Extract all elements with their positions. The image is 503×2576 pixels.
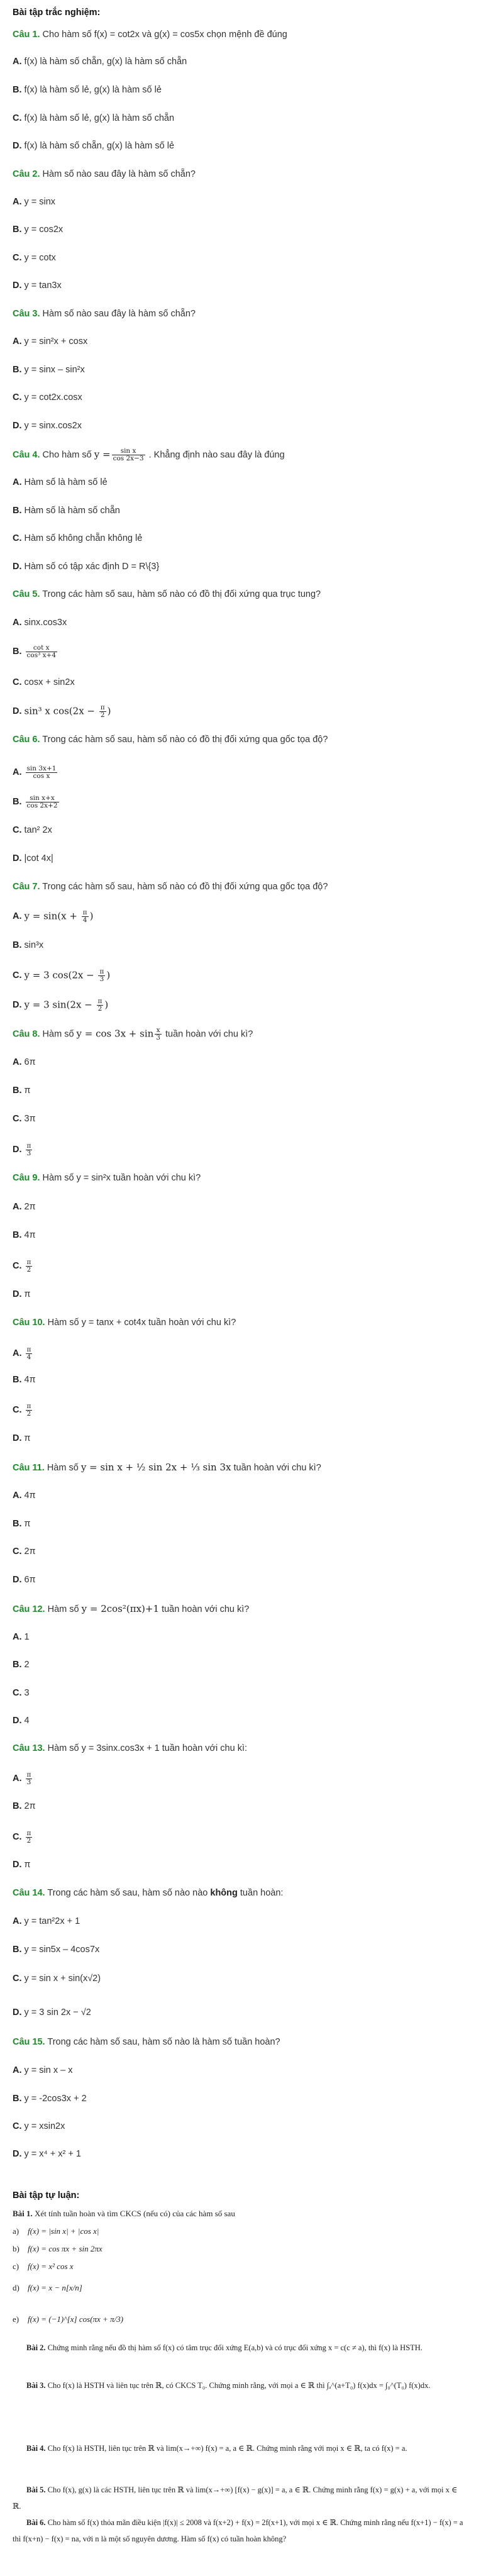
option-text: y = sin x – x — [24, 2065, 73, 2075]
option-text: f(x) là hàm số chẵn, g(x) là hàm số lẻ — [24, 141, 175, 151]
question-10 — [13, 1316, 236, 1329]
option-letter: A. — [13, 477, 22, 487]
question-number: Câu 7. — [13, 882, 40, 892]
option-text: 2π — [24, 1801, 36, 1811]
answer-option-a[interactable] — [13, 2064, 72, 2077]
question-formula-fraction — [155, 1027, 162, 1041]
answer-option-d[interactable] — [13, 2006, 91, 2019]
question-text: Hàm số y = sin²x tuần hoàn với chu kì? — [42, 1173, 201, 1183]
option-letter: A. — [13, 1774, 22, 1784]
question-number: Câu 13. — [13, 1743, 45, 1753]
option-formula-before: y = 3 sin(2x − — [24, 999, 96, 1011]
answer-option-a[interactable] — [13, 616, 67, 629]
option-text: f(x) là hàm số chẵn, g(x) là hàm số chẵn — [24, 57, 187, 67]
option-letter: B. — [13, 365, 22, 375]
option-letter: D. — [13, 2007, 22, 2018]
option-letter: B. — [13, 1230, 22, 1240]
essay-item-e: e) f(x) = (−1)^[x] cos(πx + π/3) — [13, 2314, 124, 2324]
answer-option-c[interactable] — [13, 1687, 30, 1699]
answer-option-d[interactable] — [13, 1143, 33, 1157]
question-text-after: tuần hoàn với chu kì? — [165, 1029, 253, 1040]
option-letter: B. — [13, 940, 22, 950]
option-letter: B. — [13, 2094, 22, 2104]
option-text: f(x) là hàm số lẻ, g(x) là hàm số lẻ — [24, 85, 162, 95]
question-text: Trong các hàm số sau, hàm số nào có đồ thị đối xứng qua trục tung? — [42, 589, 321, 599]
question-formula: y = sin x + ½ sin 2x + ⅓ sin 3x — [80, 1462, 231, 1473]
fraction — [26, 1143, 33, 1157]
option-text: π — [24, 1433, 31, 1443]
question-3 — [13, 308, 196, 320]
option-text: π — [24, 1289, 31, 1299]
option-text: 4π — [24, 1375, 36, 1385]
answer-option-c[interactable] — [13, 391, 82, 404]
option-text: 2 — [24, 1660, 30, 1670]
option-text: π — [24, 1085, 31, 1096]
option-letter: B. — [13, 85, 22, 95]
option-text: sinx.cos3x — [24, 618, 67, 628]
fraction — [26, 1346, 33, 1361]
option-letter: C. — [13, 825, 22, 835]
question-14 — [13, 1887, 283, 1899]
option-text: π — [24, 1519, 31, 1529]
answer-option-b[interactable] — [13, 223, 63, 236]
option-letter: A. — [13, 767, 22, 778]
question-5 — [13, 588, 321, 601]
question-1 — [13, 28, 287, 41]
question-text-before: Hàm số — [47, 1463, 79, 1473]
option-letter: D. — [13, 141, 22, 151]
answer-option-d[interactable] — [13, 1714, 30, 1727]
question-2 — [13, 168, 196, 180]
option-letter: B. — [13, 797, 22, 808]
fraction-denominator: 2 — [100, 711, 105, 719]
question-text: Hàm số nào sau đây là hàm số chẵn? — [42, 309, 196, 319]
option-text: 4π — [24, 1491, 36, 1501]
option-letter: C. — [13, 1546, 22, 1557]
option-text: y = sinx – sin²x — [24, 365, 85, 375]
fraction-denominator: 3 — [26, 1150, 31, 1157]
answer-option-a[interactable] — [13, 1056, 36, 1069]
option-text: 6π — [24, 1575, 36, 1585]
question-12 — [13, 1602, 249, 1616]
question-text-after: tuần hoàn: — [240, 1888, 284, 1898]
essay-bai-1: Bài 1. Xét tính tuần hoàn và tìm CKCS (nếu có) của các hàm số sau — [13, 2209, 235, 2218]
fraction-numerator: π — [26, 1142, 31, 1150]
option-text: Hàm số là hàm số chẵn — [24, 506, 120, 516]
fraction-denominator: 3 — [26, 1779, 31, 1786]
option-letter: B. — [13, 1085, 22, 1096]
fraction-denominator: cos³ x+4 — [26, 652, 57, 659]
option-letter: A. — [13, 1916, 22, 1926]
question-number: Câu 14. — [13, 1888, 45, 1898]
answer-option-c[interactable] — [13, 824, 52, 836]
answer-option-b[interactable] — [13, 1800, 36, 1813]
option-text: y = tan²2x + 1 — [24, 1916, 80, 1926]
answer-option-c[interactable] — [13, 532, 142, 545]
fraction — [26, 1772, 33, 1786]
option-letter: C. — [13, 253, 22, 263]
option-letter: C. — [13, 392, 22, 402]
answer-option-d[interactable] — [13, 279, 62, 292]
answer-option-b[interactable] — [13, 795, 60, 809]
answer-option-a[interactable] — [13, 335, 87, 348]
question-text: Trong các hàm số sau, hàm số nào có đồ thị đối xứng qua gốc tọa độ? — [42, 882, 328, 892]
answer-option-c[interactable] — [13, 969, 110, 983]
answer-option-b[interactable] — [13, 2092, 87, 2105]
fraction-numerator: π — [82, 909, 87, 916]
option-text: Hàm số có tập xác định D = R\{3} — [24, 562, 160, 572]
option-letter: A. — [13, 1202, 22, 1212]
fraction — [26, 1830, 33, 1845]
answer-option-c[interactable] — [13, 252, 56, 264]
answer-option-d[interactable] — [13, 140, 174, 152]
option-letter: A. — [13, 1057, 22, 1067]
answer-option-d[interactable] — [13, 998, 108, 1013]
option-letter: C. — [13, 533, 22, 543]
option-letter: C. — [13, 1974, 22, 1984]
option-letter: C. — [13, 1832, 22, 1843]
essay-bai-6: Bài 6. Cho hàm số f(x) thỏa mãn điều kiện |f(x)| ≤ 2008 và f(x+2) + f(x) = 2f(x+1), với mọi x ∈ ℝ. Chứng minh rằng nếu f(x+1) − f(x) = a thì f(x+n) − f(x) = na, với n là một số nguyên dương. Hàm số f(x) có tuần hoàn không? — [13, 2518, 463, 2543]
question-formula-fraction — [112, 448, 145, 462]
option-text: y = sin x + sin(x√2) — [24, 1974, 101, 1984]
fraction-denominator: 2 — [26, 1410, 31, 1418]
essay-item-b: b) f(x) = cos πx + sin 2πx — [13, 2244, 102, 2253]
fraction-denominator: cos 2x+2 — [26, 802, 58, 809]
question-number: Câu 5. — [13, 589, 40, 599]
option-letter: A. — [13, 1491, 22, 1501]
option-letter: A. — [13, 2065, 22, 2075]
answer-option-c[interactable] — [13, 1972, 101, 1985]
question-text-before: Trong các hàm số sau, hàm số nào nào — [47, 1888, 208, 1898]
option-text: Hàm số là hàm số lẻ — [24, 477, 108, 487]
essay-item-d: d) f(x) = x − n[x/n] — [13, 2283, 82, 2292]
option-letter: D. — [13, 1433, 22, 1443]
answer-option-a[interactable] — [13, 476, 108, 489]
fraction-numerator: π — [26, 1771, 31, 1779]
option-letter: B. — [13, 1375, 22, 1385]
essay-bai-2: Bài 2. Chứng minh rằng nếu đồ thị hàm số f(x) có tâm trục đối xứng E(a,b) và có trục đối xứng x = c(c ≠ a), thì f(x) là HSTH. — [26, 2343, 423, 2352]
fraction-numerator: π — [97, 997, 102, 1005]
essay-bai-5: Bài 5. Cho f(x), g(x) là các HSTH, liên tục trên ℝ và lim(x→+∞) [f(x) − g(x)] = a, a ∈ ℝ. Chứng minh rằng f(x) = g(x) + a, với mọi x ∈ ℝ. — [13, 2485, 458, 2511]
option-letter: C. — [13, 970, 22, 981]
option-text: y = sin5x – 4cos7x — [24, 1945, 100, 1955]
option-letter: A. — [13, 618, 22, 628]
question-text-before: Hàm số — [47, 1604, 79, 1614]
answer-option-a[interactable] — [13, 1346, 33, 1361]
fraction-denominator: 3 — [156, 1034, 160, 1041]
fraction-numerator: π — [26, 1829, 31, 1837]
fraction — [26, 795, 59, 809]
option-text: π — [24, 1860, 31, 1870]
fraction-numerator: sin 3x+1 — [26, 765, 57, 772]
option-letter: C. — [13, 1688, 22, 1698]
question-9 — [13, 1172, 201, 1184]
option-letter: B. — [13, 506, 22, 516]
answer-option-b[interactable] — [13, 1518, 31, 1530]
fraction — [26, 765, 58, 780]
option-text: cosx + sin2x — [24, 677, 75, 687]
essay-item-c: c) f(x) = x² cos x — [13, 2262, 74, 2271]
answer-option-d[interactable] — [13, 852, 53, 865]
option-text: f(x) là hàm số lẻ, g(x) là hàm số chẵn — [24, 113, 175, 123]
answer-option-b[interactable] — [13, 1943, 99, 1956]
option-letter: C. — [13, 677, 22, 687]
option-text: 3 — [24, 1688, 30, 1698]
option-text: 6π — [24, 1057, 36, 1067]
answer-option-b[interactable] — [13, 504, 120, 517]
option-text: 4π — [24, 1230, 36, 1240]
answer-option-b[interactable] — [13, 1374, 36, 1386]
fraction-numerator: x — [155, 1027, 162, 1035]
option-text: y = tan3x — [24, 280, 62, 291]
fraction — [26, 645, 58, 659]
question-text: Trong các hàm số sau, hàm số nào là hàm số tuần hoàn? — [47, 2037, 280, 2047]
question-8 — [13, 1027, 253, 1041]
question-number: Câu 2. — [13, 169, 40, 179]
answer-option-b[interactable] — [13, 1658, 30, 1671]
question-text-after: tuần hoàn với chu kì? — [162, 1604, 250, 1614]
fraction — [99, 704, 106, 719]
answer-option-a[interactable] — [13, 1915, 80, 1928]
option-letter: B. — [13, 1660, 22, 1670]
option-letter: D. — [13, 1000, 22, 1011]
question-text: Hàm số nào sau đây là hàm số chẵn? — [42, 169, 196, 179]
fraction — [98, 969, 105, 983]
option-letter: D. — [13, 1716, 22, 1726]
question-formula-lhs: y = cos 3x + sin — [76, 1028, 154, 1040]
question-text: Trong các hàm số sau, hàm số nào có đồ thị đối xứng qua gốc tọa độ? — [42, 735, 328, 745]
option-letter: D. — [13, 706, 22, 717]
question-emphasis: không — [210, 1888, 238, 1898]
answer-option-d[interactable] — [13, 704, 111, 719]
essay-item-a: a) f(x) = |sin x| + |cos x| — [13, 2226, 99, 2236]
answer-option-d[interactable] — [13, 560, 159, 573]
option-letter: B. — [13, 647, 22, 657]
fraction-denominator: 4 — [26, 1353, 31, 1361]
option-letter: D. — [13, 280, 22, 291]
answer-option-d[interactable] — [13, 1574, 36, 1586]
answer-option-c[interactable] — [13, 1259, 33, 1274]
answer-option-b[interactable] — [13, 1229, 36, 1241]
option-letter: D. — [13, 2149, 22, 2159]
fraction-numerator: π — [26, 1402, 31, 1410]
option-formula-after: ) — [106, 969, 111, 981]
option-letter: A. — [13, 1632, 22, 1642]
option-formula-before: y = sin(x + — [24, 910, 80, 922]
option-text: tan² 2x — [24, 825, 52, 835]
option-letter: A. — [13, 1348, 22, 1359]
question-text-after: tuần hoàn với chu kì? — [233, 1463, 321, 1473]
answer-option-d[interactable] — [13, 2148, 81, 2160]
option-letter: D. — [13, 1145, 22, 1155]
option-text: 4 — [24, 1716, 30, 1726]
answer-option-a[interactable] — [13, 909, 93, 924]
option-letter: D. — [13, 421, 22, 431]
option-letter: B. — [13, 1945, 22, 1955]
question-number: Câu 10. — [13, 1318, 45, 1328]
option-text: y = sinx — [24, 197, 56, 207]
option-letter: D. — [13, 853, 22, 863]
fraction-denominator: cos 2x−3 — [113, 455, 144, 462]
option-text: y = cotx — [24, 253, 56, 263]
answer-option-a[interactable] — [13, 1489, 36, 1502]
answer-option-c[interactable] — [13, 1113, 36, 1125]
question-number: Câu 8. — [13, 1029, 40, 1040]
answer-option-c[interactable] — [13, 2120, 65, 2133]
option-letter: B. — [13, 225, 22, 235]
question-text-after: . Khẳng định nào sau đây là đúng — [148, 450, 285, 460]
question-number: Câu 9. — [13, 1173, 40, 1183]
fraction-denominator: 2 — [97, 1005, 102, 1013]
question-6 — [13, 733, 328, 746]
answer-option-c[interactable] — [13, 1830, 33, 1845]
option-formula-before: sin³ x cos(2x − — [24, 705, 98, 717]
option-text: y = xsin2x — [24, 2121, 65, 2131]
option-formula-after: ) — [104, 999, 109, 1011]
answer-option-c[interactable] — [13, 112, 174, 125]
question-text: Cho hàm số f(x) = cot2x và g(x) = cos5x chọn mệnh đề đúng — [42, 30, 287, 40]
option-formula-before: y = 3 cos(2x − — [24, 969, 97, 981]
fraction-denominator: 2 — [26, 1266, 31, 1274]
option-text: |cot 4x| — [24, 853, 53, 863]
option-text: 1 — [24, 1632, 30, 1642]
question-number: Câu 6. — [13, 735, 40, 745]
option-formula-after: ) — [89, 910, 94, 922]
question-number: Câu 3. — [13, 309, 40, 319]
option-text: y = cot2x.cosx — [24, 392, 82, 402]
option-letter: D. — [13, 1289, 22, 1299]
option-letter: A. — [13, 336, 22, 347]
option-letter: C. — [13, 1405, 22, 1416]
option-letter: C. — [13, 2121, 22, 2131]
question-text-before: Cho hàm số — [42, 450, 92, 460]
fraction-denominator: cos x — [33, 772, 50, 780]
option-text: y = sinx.cos2x — [24, 421, 82, 431]
question-number: Câu 15. — [13, 2037, 45, 2047]
option-letter: B. — [13, 1519, 22, 1529]
fraction-numerator: cot x — [26, 645, 58, 652]
fraction-numerator: sin x+x — [26, 795, 59, 802]
question-text: Hàm số y = tanx + cot4x tuần hoàn với chu kì? — [47, 1318, 236, 1328]
option-letter: A. — [13, 57, 22, 67]
answer-option-b[interactable] — [13, 84, 162, 96]
fraction-numerator: sin x — [112, 448, 145, 455]
fraction-numerator: π — [26, 1258, 31, 1266]
question-number: Câu 12. — [13, 1604, 45, 1614]
answer-option-d[interactable] — [13, 1858, 31, 1871]
option-text: y = -2cos3x + 2 — [24, 2094, 87, 2104]
fraction-denominator: 3 — [99, 975, 104, 983]
option-text: y = cos2x — [24, 225, 64, 235]
question-15 — [13, 2036, 280, 2048]
option-letter: C. — [13, 113, 22, 123]
question-11 — [13, 1461, 321, 1474]
answer-option-a[interactable] — [13, 765, 58, 780]
answer-option-a[interactable] — [13, 1631, 30, 1643]
fraction — [26, 1259, 33, 1274]
option-letter: D. — [13, 1860, 22, 1870]
option-text: sin³x — [24, 940, 44, 950]
answer-option-a[interactable] — [13, 196, 55, 208]
question-formula-lhs: y = — [94, 448, 111, 460]
fraction-numerator: π — [99, 968, 104, 975]
fraction — [26, 1403, 33, 1418]
fraction-denominator: 4 — [82, 916, 87, 924]
question-4 — [13, 448, 285, 462]
option-text: Hàm số không chẵn không lẻ — [24, 533, 143, 543]
question-number: Câu 4. — [13, 450, 40, 460]
fraction — [82, 909, 89, 924]
answer-option-d[interactable] — [13, 419, 82, 432]
option-text: 3π — [24, 1114, 36, 1124]
option-letter: D. — [13, 562, 22, 572]
essay-bai-3: Bài 3. Cho f(x) là HSTH và liên tục trên ℝ, có CKCS T₀. Chứng minh rằng, với mọi a ∈ ℝ thì ∫ₐ^(a+T₀) f(x)dx = ∫₀^(T₀) f(x)dx. — [26, 2381, 431, 2390]
option-letter: A. — [13, 197, 22, 207]
fraction-numerator: π — [26, 1346, 31, 1353]
section-title-multiple-choice: Bài tập trắc nghiệm: — [13, 8, 101, 18]
question-7 — [13, 880, 328, 893]
fraction — [97, 998, 104, 1013]
question-text-before: Hàm số — [42, 1029, 74, 1040]
option-text: 2π — [24, 1202, 36, 1212]
question-formula: y = 2cos²(πx)+1 — [81, 1603, 160, 1614]
answer-option-c[interactable] — [13, 676, 75, 689]
option-letter: A. — [13, 911, 22, 922]
option-letter: B. — [13, 1801, 22, 1811]
question-number: Câu 11. — [13, 1463, 45, 1473]
fraction-numerator: π — [100, 704, 105, 711]
answer-option-b[interactable] — [13, 939, 43, 952]
option-formula-after: ) — [107, 705, 111, 717]
answer-option-c[interactable] — [13, 1403, 33, 1418]
option-text: 2π — [24, 1546, 36, 1557]
option-text: y = x⁴ + x² + 1 — [24, 2149, 81, 2159]
answer-option-a[interactable] — [13, 55, 187, 68]
option-text: y = 3 sin 2x − √2 — [24, 2007, 91, 2018]
answer-option-a[interactable] — [13, 1201, 36, 1213]
question-text: Hàm số y = 3sinx.cos3x + 1 tuần hoàn với chu kì: — [47, 1743, 248, 1753]
option-letter: C. — [13, 1261, 22, 1272]
essay-bai-4: Bài 4. Cho f(x) là HSTH, liên tục trên ℝ và lim(x→+∞) f(x) = a, a ∈ ℝ. Chứng minh rằng với mọi x ∈ ℝ, ta có f(x) = a. — [26, 2444, 407, 2453]
option-letter: D. — [13, 1575, 22, 1585]
answer-option-d[interactable] — [13, 1288, 31, 1301]
question-13 — [13, 1742, 247, 1755]
option-text: y = sin²x + cosx — [24, 336, 88, 347]
section-title-essay: Bài tập tự luận: — [13, 2190, 80, 2201]
answer-option-a[interactable] — [13, 1772, 33, 1786]
option-letter: C. — [13, 1114, 22, 1124]
fraction-denominator: 2 — [26, 1837, 31, 1845]
question-number: Câu 1. — [13, 30, 40, 40]
answer-option-b[interactable] — [13, 364, 85, 376]
answer-option-b[interactable] — [13, 645, 58, 659]
answer-option-b[interactable] — [13, 1084, 31, 1097]
answer-option-c[interactable] — [13, 1545, 36, 1558]
answer-option-d[interactable] — [13, 1432, 31, 1445]
